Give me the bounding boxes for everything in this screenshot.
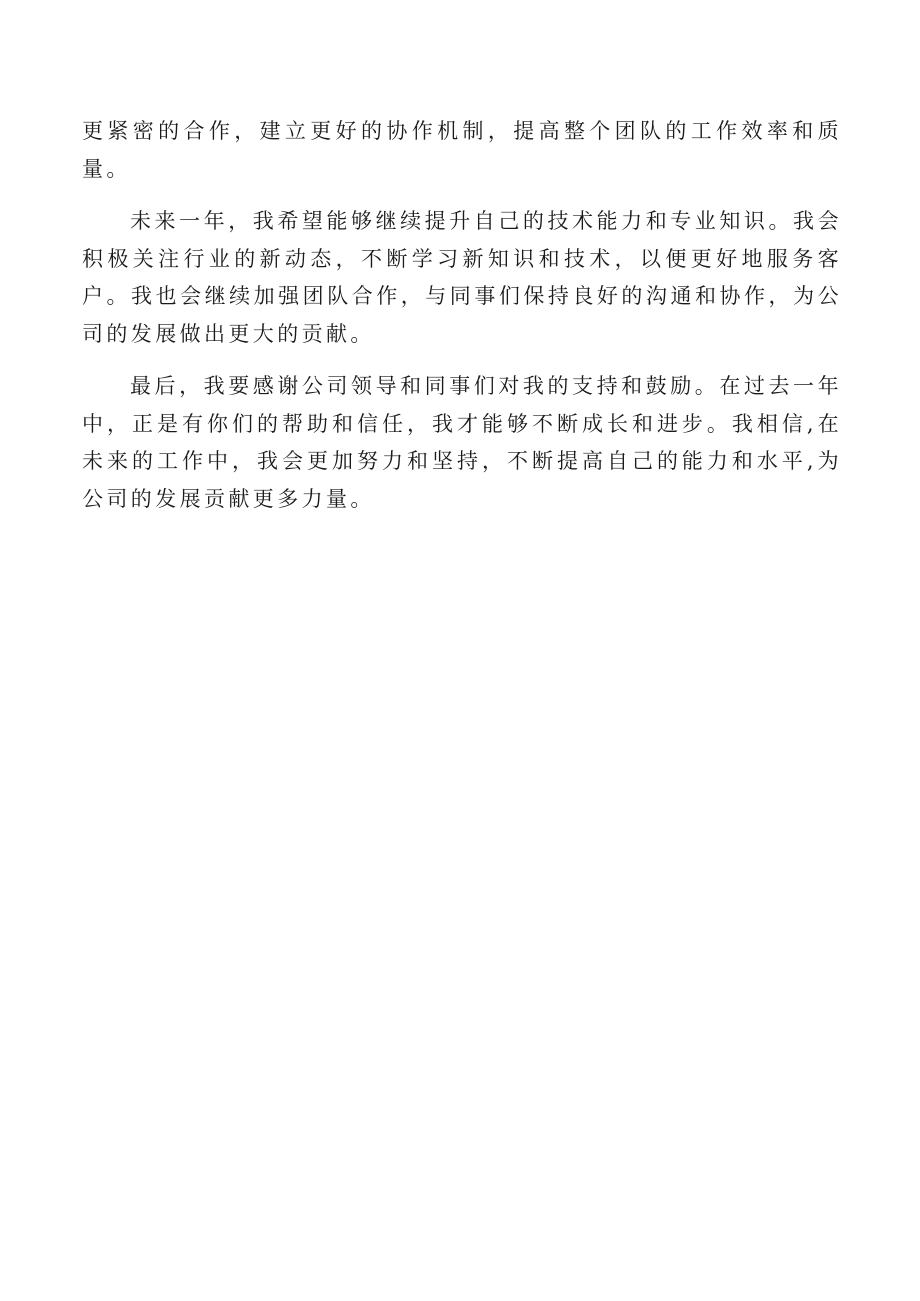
paragraph-thanks: 最后，我要感谢公司领导和同事们对我的支持和鼓励。在过去一年中，正是有你们的帮助和信任，我才能够不断成长和进步。我相信,在未来的工作中，我会更加努力和坚持，不断提高自己的能力和水平,为公司的发展贡献更多力量。 bbox=[82, 374, 842, 511]
paragraph-future-plans: 未来一年，我希望能够继续提升自己的技术能力和专业知识。我会积极关注行业的新动态，不断学习新知识和技术，以便更好地服务客户。我也会继续加强团队合作，与同事们保持良好的沟通和协作，为公司的发展做出更大的贡献。 bbox=[82, 209, 842, 346]
document-body bbox=[82, 113, 842, 533]
paragraph-continued: 更紧密的合作，建立更好的协作机制，提高整个团队的工作效率和质量。 bbox=[82, 119, 842, 181]
